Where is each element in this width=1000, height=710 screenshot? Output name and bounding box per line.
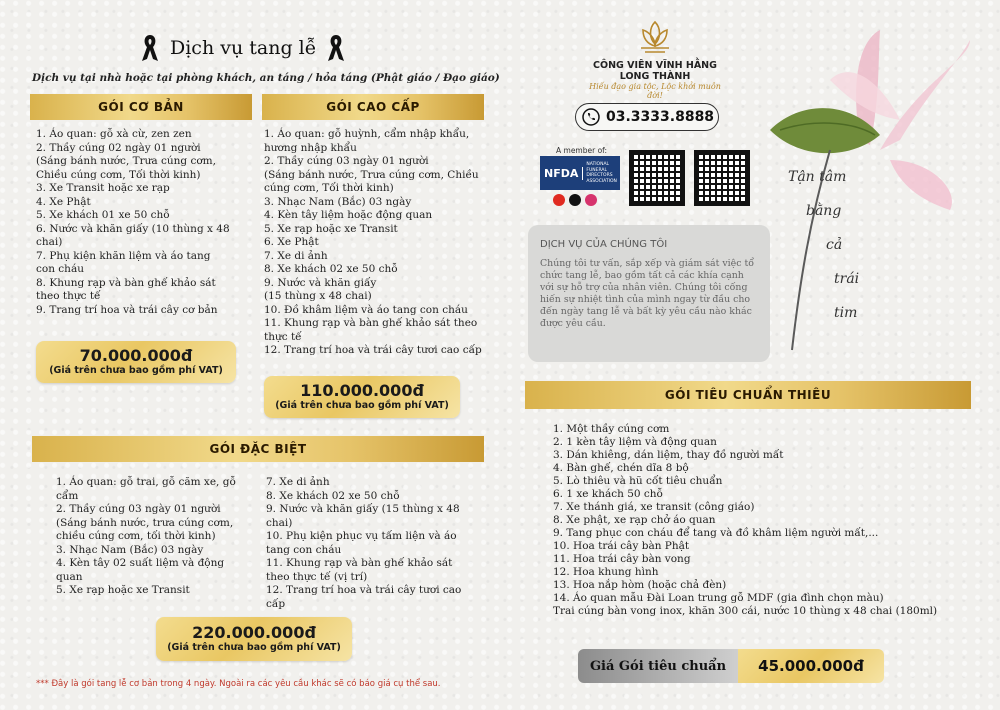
qr-code-tiktok[interactable] xyxy=(629,150,685,206)
cremation-price: 45.000.000đ xyxy=(738,649,884,683)
social-icons xyxy=(553,194,597,206)
page-header xyxy=(140,28,370,68)
services-panel xyxy=(528,225,770,362)
premium-package-title: GÓI CAO CẤP xyxy=(262,94,484,120)
list-item: 9. Trang trí hoa và trái cây cơ bản xyxy=(36,303,218,316)
qr-code-facebook[interactable] xyxy=(694,150,750,206)
brand-name-line2: LONG THÀNH xyxy=(619,71,691,82)
list-item: 9. Nước và khăn giấy (15 thùng x 48 chai) xyxy=(266,503,460,529)
calligraphy-line: Tận tâm xyxy=(788,169,847,185)
list-item: 3. Dán khiêng, dán liệm, thay đồ người mất xyxy=(553,449,784,461)
list-item: 14. Áo quan mẫu Đài Loan trung gỗ MDF (gia đình chọn màu) xyxy=(553,592,884,604)
basic-price-box xyxy=(36,341,236,383)
special-package-title: GÓI ĐẶC BIỆT xyxy=(32,436,484,462)
brand-logo xyxy=(580,20,730,100)
instagram-icon[interactable] xyxy=(585,194,597,206)
list-item: 11. Hoa trái cây bàn vong xyxy=(553,553,691,565)
list-item: 2. 1 kèn tây liệm và động quan xyxy=(553,436,717,448)
list-item: 4. Kèn tây liệm hoặc động quan xyxy=(264,209,433,221)
member-label: A member of: xyxy=(556,146,608,155)
basic-package-list xyxy=(36,128,256,317)
lotus-logo-icon xyxy=(637,20,673,54)
list-item: 3. Nhạc Nam (Bắc) 03 ngày xyxy=(56,543,204,556)
special-price: 220.000.000đ xyxy=(192,623,316,642)
page-title: Dịch vụ tang lễ xyxy=(170,37,317,59)
list-item: 4. Xe Phật xyxy=(36,195,91,208)
special-package-list-right xyxy=(266,476,476,611)
premium-price-box xyxy=(264,376,460,418)
basic-package-title: GÓI CƠ BẢN xyxy=(30,94,252,120)
list-item: 3. Xe Transit hoặc xe rạp xyxy=(36,182,170,194)
nfda-full: NATIONAL FUNERAL DIRECTORS ASSOCIATION xyxy=(586,162,617,184)
tiktok-icon[interactable] xyxy=(569,194,581,206)
mourning-ribbon-icon xyxy=(140,33,160,63)
special-package-list-left xyxy=(56,476,256,598)
premium-price-note: (Giá trên chưa bao gồm phí VAT) xyxy=(275,400,449,411)
list-item: 4. Kèn tây 02 suất liệm và động quan xyxy=(56,557,225,583)
list-item: 2. Thầy cúng 03 ngày 01 người (Sáng bánh nước, trưa cúng cơm, chiều cúng cơm, tối thời kinh) xyxy=(56,503,234,542)
list-item: 6. Nước và khăn giấy (10 thùng x 48 chai) xyxy=(36,222,230,248)
list-item: 2. Thầy cúng 02 ngày 01 người (Sáng bánh nước, Trưa cúng cơm, Chiều cúng cơm, Tối thời kinh) xyxy=(36,141,216,181)
youtube-icon[interactable] xyxy=(553,194,565,206)
phone-number: 03.3333.8888 xyxy=(606,109,715,125)
phone-icon xyxy=(582,108,600,126)
list-item: 1. Một thầy cúng cơm xyxy=(553,423,670,435)
list-item: 8. Xe phật, xe rạp chở áo quan xyxy=(553,514,716,526)
list-item: 10. Hoa trái cây bàn Phật xyxy=(553,540,690,552)
list-item: 5. Lò thiêu và hũ cốt tiêu chuẩn xyxy=(553,475,723,487)
list-item: 7. Xe thánh giá, xe transit (công giáo) xyxy=(553,501,755,513)
list-item: 2. Thầy cúng 03 ngày 01 người (Sáng bánh nước, Trưa cúng cơm, Chiều cúng cơm, Tối thời kinh) xyxy=(264,155,479,194)
list-item: 7. Xe di ảnh xyxy=(266,476,330,488)
list-item: 12. Trang trí hoa và trái cây tươi cao cấp xyxy=(266,584,462,610)
list-item: 9. Nước và khăn giấy (15 thùng x 48 chai) xyxy=(264,276,377,302)
calligraphy-line: bằng xyxy=(806,203,842,219)
cremation-package-list xyxy=(553,423,973,618)
phone-badge[interactable] xyxy=(575,103,719,131)
page-subtitle: Dịch vụ tại nhà hoặc tại phòng khách, an táng / hỏa táng (Phật giáo / Đạo giáo) xyxy=(32,72,500,84)
special-price-note: (Giá trên chưa bao gồm phí VAT) xyxy=(167,642,341,653)
cremation-package-title: GÓI TIÊU CHUẨN THIÊU xyxy=(525,381,971,409)
calligraphy-line: cả xyxy=(826,237,843,253)
list-item: 10. Đồ khâm liệm và áo tang con cháu xyxy=(264,303,468,316)
list-item: 1. Áo quan: gỗ xà cừ, zen zen xyxy=(36,128,192,140)
list-item: 6. 1 xe khách 50 chỗ xyxy=(553,488,663,500)
cremation-price-label: Giá Gói tiêu chuẩn xyxy=(578,649,738,683)
services-body: Chúng tôi tư vấn, sắp xếp và giám sát việc tổ chức tang lễ, bao gồm tất cả các khía cạnh với sự hỗ trợ của nhân viên. Chúng tôi cống hiến sự nhiệt tình của mình ngay từ đầu cho đến ngày tang lễ và bất kỳ yêu cầu nào khác được yêu cầu. xyxy=(540,258,754,329)
list-item: Trai cúng bàn vong inox, khăn 300 cái, nước 10 thùng x 48 chai (180ml) xyxy=(553,605,938,617)
list-item: 5. Xe rạp hoặc xe Transit xyxy=(264,222,398,235)
footnote: *** Đây là gói tang lễ cơ bản trong 4 ngày. Ngoài ra các yêu cầu khác sẽ có báo giá cụ thể sau. xyxy=(36,679,441,689)
nfda-badge xyxy=(540,156,620,190)
list-item: 4. Bàn ghế, chén dĩa 8 bộ xyxy=(553,462,689,474)
list-item: 5. Xe rạp hoặc xe Transit xyxy=(56,584,190,596)
list-item: 6. Xe Phật xyxy=(264,236,319,248)
list-item: 7. Xe di ảnh xyxy=(264,249,328,262)
cremation-price-bar xyxy=(578,649,884,683)
list-item: 12. Trang trí hoa và trái cây tươi cao cấp xyxy=(264,344,482,356)
list-item: 8. Xe khách 02 xe 50 chỗ xyxy=(264,263,398,275)
brand-name-line1: CÔNG VIÊN VĨNH HẰNG xyxy=(593,60,717,71)
premium-price: 110.000.000đ xyxy=(300,381,424,400)
list-item: 9. Tang phục con cháu để tang và đồ khâm liệm người mất,... xyxy=(553,527,879,539)
list-item: 1. Áo quan: gỗ trai, gỗ căm xe, gỗ cẩm xyxy=(56,476,236,502)
brand-slogan: Hiếu đạo gia tộc, Lộc khởi muôn đời! xyxy=(589,82,721,100)
premium-package-list xyxy=(264,128,500,358)
list-item: 3. Nhạc Nam (Bắc) 03 ngày xyxy=(264,195,412,208)
mourning-ribbon-icon xyxy=(326,33,346,63)
special-price-box xyxy=(156,617,352,661)
nfda-label: NFDA xyxy=(540,167,583,180)
basic-price: 70.000.000đ xyxy=(79,346,193,365)
list-item: 8. Xe khách 02 xe 50 chỗ xyxy=(266,489,400,502)
calligraphy xyxy=(788,160,878,330)
list-item: 1. Áo quan: gỗ huỳnh, cẩm nhập khẩu, hương nhập khẩu xyxy=(264,128,470,154)
list-item: 13. Hoa nắp hòm (hoặc chả đèn) xyxy=(553,579,727,591)
list-item: 5. Xe khách 01 xe 50 chỗ xyxy=(36,209,170,221)
list-item: 7. Phụ kiện khăn liệm và áo tang con cháu xyxy=(36,249,211,275)
list-item: 12. Hoa khung hình xyxy=(553,566,659,578)
list-item: 11. Khung rạp và bàn ghế khảo sát theo thực tế xyxy=(264,317,478,343)
list-item: 10. Phụ kiện phục vụ tấm liện và áo tang con cháu xyxy=(266,530,457,556)
basic-price-note: (Giá trên chưa bao gồm phí VAT) xyxy=(49,365,223,376)
calligraphy-line: trái tim xyxy=(834,271,860,321)
services-title: DỊCH VỤ CỦA CHÚNG TÔI xyxy=(540,239,668,250)
list-item: 11. Khung rạp và bàn ghế khảo sát theo thực tế (vị trí) xyxy=(266,557,453,583)
list-item: 8. Khung rạp và bàn ghế khảo sát theo thực tế xyxy=(36,276,216,302)
